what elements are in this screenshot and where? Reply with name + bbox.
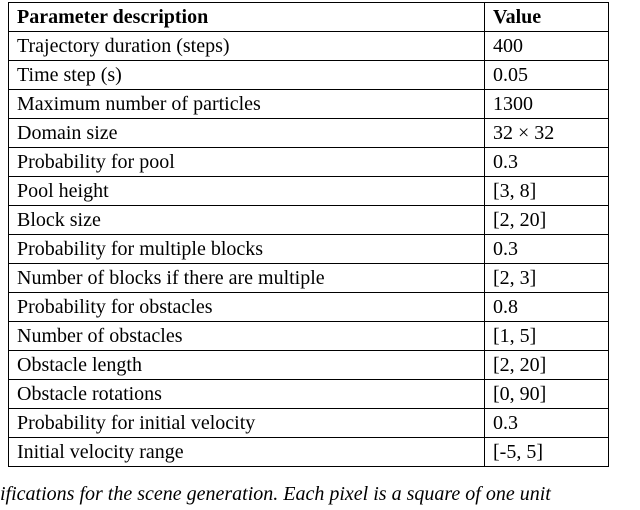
value-cell: 400 [485,32,609,61]
table-row [9,61,609,90]
table-row [9,264,609,293]
header-value: Value [485,3,609,32]
parameter-cell: Number of blocks if there are multiple [9,264,485,293]
value-cell: [2, 3] [485,264,609,293]
table-row [9,148,609,177]
value-cell: [1, 5] [485,322,609,351]
table-row [9,32,609,61]
parameter-table [8,2,609,467]
parameter-cell: Block size [9,206,485,235]
value-cell: [0, 90] [485,380,609,409]
value-cell: 32 × 32 [485,119,609,148]
table-row [9,235,609,264]
parameter-table-container [8,2,608,467]
value-cell: 0.05 [485,61,609,90]
parameter-cell: Maximum number of particles [9,90,485,119]
parameter-cell: Pool height [9,177,485,206]
value-cell: 0.3 [485,235,609,264]
parameter-cell: Obstacle rotations [9,380,485,409]
parameter-cell: Time step (s) [9,61,485,90]
table-header-row [9,3,609,32]
table-row [9,206,609,235]
value-cell: 1300 [485,90,609,119]
value-cell: [2, 20] [485,206,609,235]
parameter-cell: Probability for multiple blocks [9,235,485,264]
value-cell: [2, 20] [485,351,609,380]
parameter-cell: Trajectory duration (steps) [9,32,485,61]
parameter-cell: Probability for initial velocity [9,409,485,438]
parameter-cell: Obstacle length [9,351,485,380]
table-row [9,380,609,409]
header-parameter-description: Parameter description [9,3,485,32]
parameter-cell: Number of obstacles [9,322,485,351]
value-cell: 0.3 [485,409,609,438]
value-cell: 0.3 [485,148,609,177]
parameter-cell: Probability for obstacles [9,293,485,322]
table-row [9,351,609,380]
value-cell: [3, 8] [485,177,609,206]
table-row [9,119,609,148]
table-row [9,293,609,322]
parameter-cell: Initial velocity range [9,438,485,467]
table-row [9,438,609,467]
parameter-cell: Domain size [9,119,485,148]
table-row [9,90,609,119]
table-row [9,409,609,438]
table-row [9,322,609,351]
table-row [9,177,609,206]
table-caption: ifications for the scene generation. Each pixel is a square of one unit [0,483,551,505]
value-cell: [-5, 5] [485,438,609,467]
parameter-cell: Probability for pool [9,148,485,177]
value-cell: 0.8 [485,293,609,322]
